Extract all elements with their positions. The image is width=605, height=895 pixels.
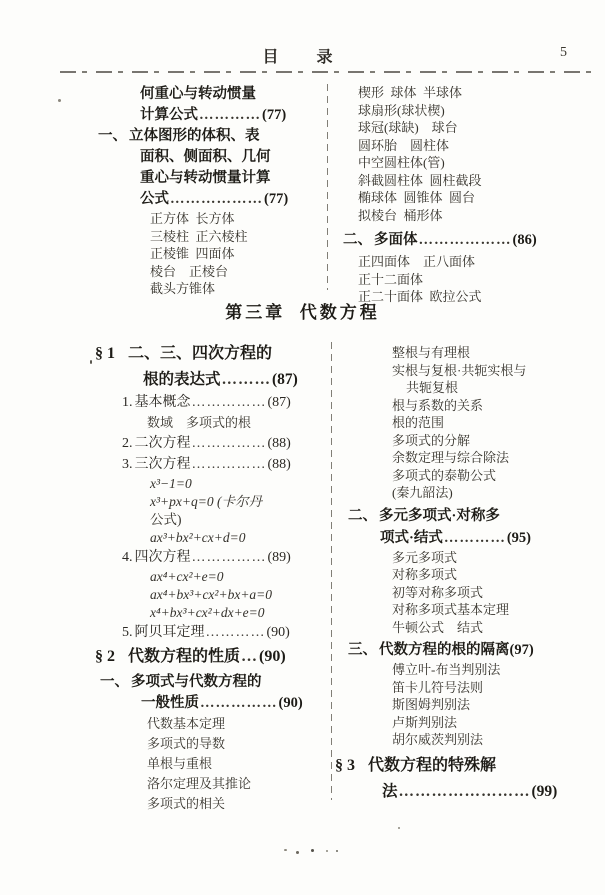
toc-line-text: x³+px+q=0 (卡尔丹 (150, 494, 262, 509)
toc-line-marker: 5. (122, 625, 133, 640)
page-title: 目 录 (262, 49, 343, 66)
toc-line-text: 对称多项式 (392, 567, 458, 582)
toc-line (98, 105, 323, 126)
toc-line-text: 正四面体 正八面体 (358, 254, 476, 269)
toc-dot-leader: …………… (191, 457, 267, 472)
toc-line (95, 433, 330, 454)
scan-speck (90, 360, 92, 364)
toc-line-marker: 二、 (348, 507, 377, 524)
toc-line-text: x⁴+bx³+cx²+dx+e=0 (150, 605, 265, 620)
toc-dot-leader: ………… (199, 107, 261, 123)
toc-line (343, 271, 599, 289)
toc-line-marker: § 3 (335, 756, 355, 774)
toc-line (348, 397, 600, 415)
toc-line (348, 679, 600, 697)
toc-line (95, 475, 330, 493)
toc-page-ref: (90) (259, 648, 286, 665)
toc-line (343, 102, 599, 120)
toc-line (95, 794, 330, 814)
toc-page-ref: (90) (266, 625, 290, 640)
toc-line (348, 566, 600, 584)
toc-line-marker: 二、 (343, 232, 372, 248)
toc-line-text: 数域 多项式的根 (147, 415, 252, 430)
scan-speck (336, 850, 338, 852)
toc-line (348, 362, 600, 380)
toc-line-text: 中空圆柱体(管) (358, 155, 445, 170)
toc-line (95, 454, 330, 475)
toc-column-top-left (98, 84, 323, 298)
toc-line (348, 449, 600, 467)
toc-line (348, 601, 600, 619)
toc-line-text: 代数基本定理 (147, 716, 226, 731)
toc-line (95, 413, 330, 433)
toc-line-text: 三次方程 (134, 457, 191, 472)
toc-line-text: 斯图姆判别法 (392, 697, 471, 712)
toc-dot-leader: ………… (205, 625, 266, 640)
toc-line (95, 693, 330, 714)
toc-line (343, 230, 599, 251)
toc-line-text: 计算公式 (140, 107, 198, 123)
toc-page-ref: (99) (531, 782, 558, 800)
toc-line-text: 多项式的导数 (147, 736, 226, 751)
toc-line-text: 正二十面体 欧拉公式 (358, 289, 482, 304)
toc-dot-leader: ……………… (418, 232, 512, 248)
toc-line (98, 228, 323, 246)
toc-line-text: 根的范围 (392, 415, 445, 430)
toc-page-ref: (88) (267, 457, 291, 472)
toc-line-text: 公式 (140, 191, 169, 207)
toc-column-top-right (343, 84, 599, 306)
toc-line (348, 344, 600, 362)
toc-line (98, 280, 323, 298)
toc-dot-leader: …………… (191, 550, 267, 565)
toc-line-text: 多项式的相关 (147, 796, 226, 811)
toc-line-text: 根与系数的关系 (392, 397, 484, 413)
toc-line (98, 147, 323, 168)
toc-line-text: 多元多项式·对称多 (379, 507, 500, 524)
scan-speck (296, 851, 299, 854)
toc-line-text: x³−1=0 (150, 476, 192, 491)
toc-line-text: 多项式的分解 (392, 432, 471, 448)
toc-line (95, 714, 330, 734)
toc-line-text: 正棱锥 四面体 (150, 246, 235, 261)
scan-speck (326, 850, 328, 852)
toc-line-text: 整根与有理根 (392, 345, 471, 360)
toc-line (348, 549, 600, 567)
toc-line-text: 立体图形的体积、表 (129, 128, 260, 144)
toc-line (98, 263, 323, 281)
toc-page-ref: (89) (267, 550, 291, 565)
toc-line-marker: 1. (122, 395, 133, 410)
toc-line (348, 484, 600, 502)
toc-line (95, 604, 330, 622)
toc-dot-leader: …………… (191, 395, 267, 410)
toc-line (343, 189, 599, 207)
page-number: 5 (560, 45, 567, 60)
toc-line (343, 154, 599, 172)
toc-line-text: 椭球体 圆锥体 圆台 (358, 190, 476, 205)
toc-line (348, 432, 600, 450)
toc-line (335, 752, 600, 779)
toc-line (95, 529, 330, 547)
toc-line-text: 阿贝耳定理 (134, 625, 205, 640)
toc-line (348, 639, 600, 661)
toc-line (343, 253, 599, 271)
toc-dot-leader: ………… (443, 529, 506, 546)
toc-line-text: 一般性质 (141, 695, 199, 711)
toc-line (95, 586, 330, 604)
toc-line-text: 四次方程 (134, 550, 191, 565)
toc-line-marker: 一、 (98, 128, 127, 144)
toc-line (348, 619, 600, 637)
toc-line (95, 493, 330, 511)
toc-line (98, 168, 323, 189)
column-divider-bottom (331, 342, 332, 800)
toc-page-ref: (77) (262, 107, 287, 123)
toc-line (348, 379, 600, 397)
toc-column-bottom-right (335, 344, 600, 804)
toc-line (95, 672, 330, 693)
toc-line-text: 共轭复根 (406, 380, 459, 395)
header-rule (60, 71, 597, 73)
scan-speck (284, 849, 287, 851)
toc-line (95, 734, 330, 754)
column-divider-top (327, 84, 328, 290)
toc-line (95, 511, 330, 529)
toc-line-text: 棱台 正棱台 (150, 263, 229, 279)
toc-line-text: 项式·结式 (380, 529, 443, 546)
toc-page-ref: (77) (264, 191, 289, 207)
toc-line-text: 法 (382, 782, 398, 800)
toc-line-text: 胡尔威茨判别法 (392, 732, 484, 747)
toc-page-ref: (86) (512, 232, 537, 248)
toc-line-text: ax⁴+bx³+cx²+bx+a=0 (150, 587, 273, 602)
toc-line (343, 172, 599, 190)
toc-line (348, 714, 600, 732)
toc-line (348, 467, 600, 485)
toc-line-text: 二、三、四次方程的 (128, 345, 273, 362)
toc-line-text: 余数定理与综合除法 (392, 450, 510, 465)
toc-line-text: 笛卡儿符号法则 (392, 679, 484, 695)
toc-line-marker: 2. (122, 436, 133, 451)
toc-line (348, 779, 600, 804)
toc-line-text: 正方体 长方体 (150, 211, 235, 226)
toc-page-ref: (95) (506, 529, 532, 546)
toc-line-text: 多元多项式 (392, 549, 458, 565)
toc-line-marker: 三、 (348, 642, 377, 658)
toc-line-text: 多面体 (374, 232, 418, 248)
toc-line-text: 拟棱台 桶形体 (358, 207, 443, 223)
toc-dot-leader: ……… (221, 371, 272, 388)
toc-page-ref: (87) (272, 371, 298, 388)
toc-line (95, 622, 330, 643)
toc-line-text: 正十二面体 (358, 271, 424, 287)
toc-line-text: 面积、侧面积、几何 (140, 149, 271, 165)
toc-line (343, 84, 599, 102)
toc-line (98, 189, 323, 210)
toc-line-text: 傅立叶-布当判别法 (392, 662, 501, 677)
toc-line-text: 公式) (150, 512, 182, 527)
toc-line-text: 代数方程的根的隔离 (379, 642, 510, 658)
toc-line-text: 重心与转动惯量计算 (140, 170, 271, 186)
toc-line-text: ax³+bx²+cx+d=0 (150, 530, 246, 545)
toc-line (95, 568, 330, 586)
toc-line (95, 754, 330, 774)
toc-dot-leader: …………… (200, 695, 278, 711)
toc-line-marker: § 2 (95, 648, 115, 665)
toc-line-text: 代数方程的特殊解 (368, 756, 497, 774)
toc-line-text: 斜截圆柱体 圆柱截段 (358, 172, 482, 188)
toc-line-marker: 一、 (100, 674, 129, 690)
toc-line (348, 584, 600, 602)
toc-line (343, 207, 599, 225)
toc-line-text: 球扇形(球状楔) (358, 102, 445, 118)
toc-line (95, 392, 330, 413)
toc-line (98, 84, 323, 105)
toc-column-bottom-left (95, 340, 330, 814)
toc-line-text: 卢斯判别法 (392, 714, 458, 730)
toc-line-text: 根的表达式 (143, 371, 221, 388)
toc-line (348, 661, 600, 679)
toc-line (95, 643, 330, 670)
toc-line-text: 多项式的泰勒公式 (392, 467, 497, 483)
toc-line-text: 何重心与转动惯量 (140, 86, 256, 102)
toc-line-text: 初等对称多项式 (392, 584, 484, 600)
toc-line-text: 楔形 球体 半球体 (358, 85, 463, 100)
toc-line (348, 414, 600, 432)
toc-line-text: 牛顿公式 结式 (392, 619, 484, 635)
scan-speck (58, 99, 61, 102)
toc-line-text: ax⁴+cx²+e=0 (150, 569, 224, 584)
toc-line (98, 210, 323, 228)
toc-line-text: (秦九韶法) (392, 485, 453, 500)
scan-speck (311, 849, 314, 852)
toc-line (343, 119, 599, 137)
toc-line-marker: 4. (122, 550, 133, 565)
toc-dot-leader: ……………… (170, 191, 263, 207)
toc-line-marker: 3. (122, 457, 133, 472)
toc-line (98, 126, 323, 147)
toc-page-ref: (87) (267, 395, 291, 410)
toc-line (348, 527, 600, 549)
toc-line (348, 696, 600, 714)
toc-page-ref: (88) (267, 436, 291, 451)
toc-line (95, 774, 330, 794)
toc-line-text: 代数方程的性质 (128, 648, 241, 665)
toc-line-marker: § 1 (95, 345, 115, 362)
toc-line-text: 对称多项式基本定理 (392, 602, 510, 617)
toc-line (95, 367, 330, 392)
toc-line-text: 单根与重根 (147, 756, 213, 771)
toc-dot-leader: … (241, 648, 259, 665)
toc-line-text: 基本概念 (134, 395, 191, 410)
toc-line-text: 实根与复根·共轭实根与 (392, 362, 527, 378)
toc-page-ref: (97) (509, 642, 534, 658)
chapter-heading: 第三章 代数方程 (225, 303, 380, 322)
toc-line-text: 球冠(球缺) 球台 (358, 120, 458, 135)
toc-dot-leader: …………………… (398, 782, 531, 800)
toc-line (348, 731, 600, 749)
toc-line (348, 505, 600, 527)
toc-line-text: 多项式与代数方程的 (131, 674, 262, 690)
toc-line (343, 137, 599, 155)
toc-line-text: 二次方程 (134, 436, 191, 451)
scan-speck (398, 827, 400, 829)
toc-line-text: 圆环胎 圆柱体 (358, 137, 450, 153)
toc-line-text: 洛尔定理及其推论 (147, 776, 252, 791)
toc-page-ref: (90) (278, 695, 303, 711)
toc-line (95, 340, 330, 367)
toc-line-text: 三棱柱 正六棱柱 (150, 228, 248, 244)
toc-line-text: 截头方锥体 (150, 281, 216, 296)
toc-line (95, 547, 330, 568)
toc-line (98, 245, 323, 263)
toc-dot-leader: …………… (191, 436, 267, 451)
